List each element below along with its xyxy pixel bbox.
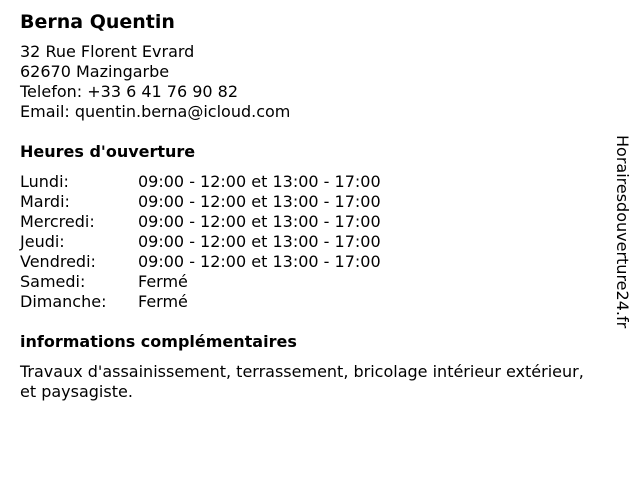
hours-time: 09:00 - 12:00 et 13:00 - 17:00	[138, 232, 381, 251]
phone-number: Telefon: +33 6 41 76 90 82	[20, 82, 239, 101]
hours-time: Fermé	[138, 292, 188, 311]
hours-time: 09:00 - 12:00 et 13:00 - 17:00	[138, 212, 381, 231]
hours-row-vendredi	[20, 252, 600, 272]
street-address: 32 Rue Florent Evrard	[20, 42, 195, 61]
city-address: 62670 Mazingarbe	[20, 62, 170, 81]
hours-day: Dimanche:	[20, 292, 107, 311]
hours-row-lundi	[20, 172, 600, 192]
info-heading: informations complémentaires	[20, 332, 297, 351]
hours-row-samedi	[20, 272, 600, 292]
business-card	[20, 10, 600, 402]
email-address: Email: quentin.berna@icloud.com	[20, 102, 291, 121]
hours-day: Lundi:	[20, 172, 69, 191]
brand-watermark: Horairesdouverture24.fr	[613, 135, 632, 329]
hours-row-dimanche	[20, 292, 600, 312]
hours-table	[20, 172, 600, 312]
hours-day: Jeudi:	[20, 232, 65, 251]
info-description: Travaux d'assainissement, terrassement, bricolage intérieur extérieur, et paysagiste.	[20, 362, 584, 401]
hours-time: 09:00 - 12:00 et 13:00 - 17:00	[138, 172, 381, 191]
hours-time: Fermé	[138, 272, 188, 291]
hours-row-jeudi	[20, 232, 600, 252]
hours-time: 09:00 - 12:00 et 13:00 - 17:00	[138, 252, 381, 271]
hours-day: Vendredi:	[20, 252, 96, 271]
hours-day: Mercredi:	[20, 212, 95, 231]
hours-heading: Heures d'ouverture	[20, 142, 196, 161]
hours-day: Mardi:	[20, 192, 70, 211]
hours-row-mardi	[20, 192, 600, 212]
hours-row-mercredi	[20, 212, 600, 232]
hours-day: Samedi:	[20, 272, 86, 291]
hours-time: 09:00 - 12:00 et 13:00 - 17:00	[138, 192, 381, 211]
business-name: Berna Quentin	[20, 11, 175, 33]
